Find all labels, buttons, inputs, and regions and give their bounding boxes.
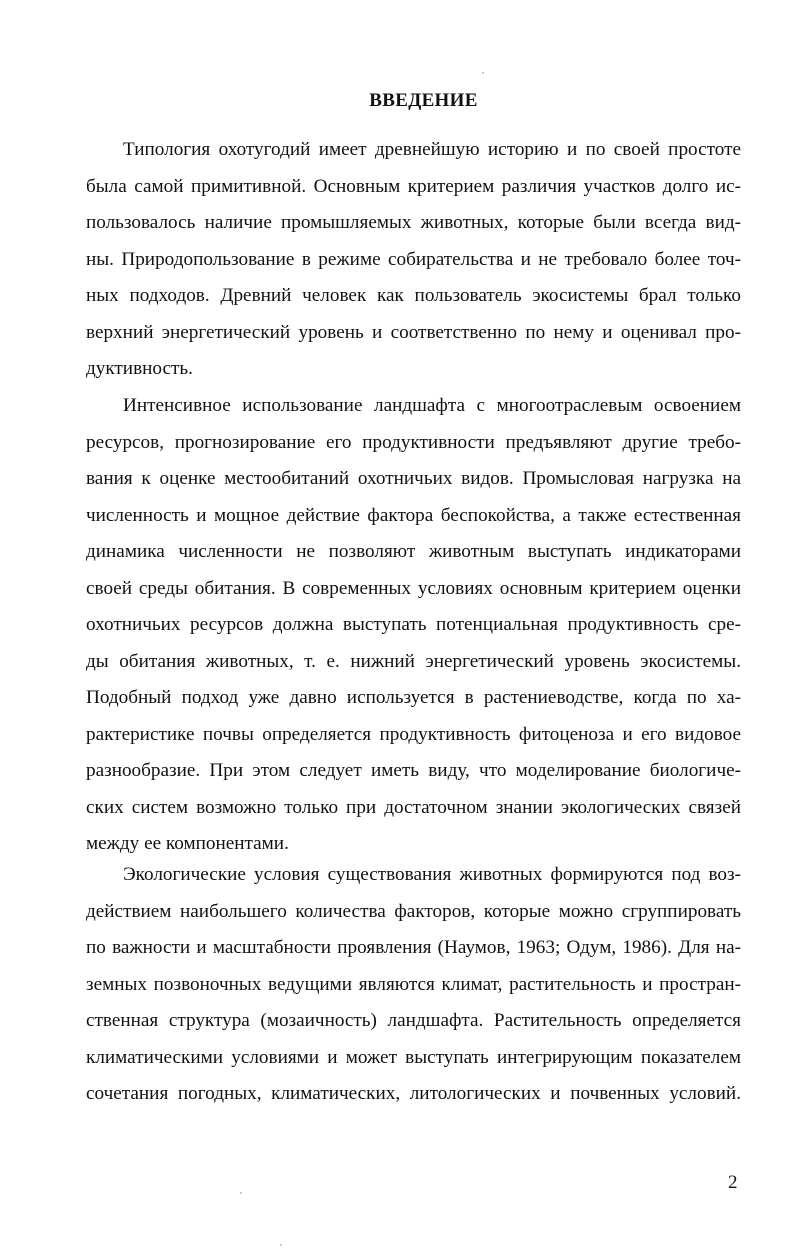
- paragraph-3: [86, 857, 741, 1113]
- text-line: Типология охотугодий имеет древнейшую историю и по своей простоте: [123, 139, 741, 160]
- text-line: сочетания погодных, климатических, литологических и почвенных условий.: [86, 1083, 741, 1104]
- paragraph-1: [86, 132, 741, 388]
- text-line: численность и мощное действие фактора беспокойства, а также естественная: [86, 504, 741, 526]
- text-line: климатическими условиями и может выступать интегрирующим показателем: [86, 1046, 741, 1068]
- text-line: вания к оценке местообитаний охотничьих видов. Промысловая нагрузка на: [86, 468, 741, 489]
- text-line: ских систем возможно только при достаточном знании экологических связей: [86, 796, 741, 818]
- text-line: Интенсивное использование ландшафта с многоотраслевым освоением: [123, 395, 741, 416]
- text-line: по важности и масштабности проявления (Наумов, 1963; Одум, 1986). Для на-: [86, 937, 741, 958]
- text-line: ных подходов. Древний человек как пользователь экосистемы брал только: [86, 285, 741, 306]
- text-line: разнообразие. При этом следует иметь виду, что моделирование биологиче-: [86, 760, 741, 781]
- text-line: земных позвоночных ведущими являются климат, растительность и простран-: [86, 973, 741, 995]
- paragraph-2: [86, 388, 741, 863]
- text-line: дуктивность.: [86, 358, 193, 379]
- text-line: ны. Природопользование в режиме собирательства и не требовало более точ-: [86, 248, 741, 270]
- text-line: ды обитания животных, т. е. нижний энергетический уровень экосистемы.: [86, 650, 741, 672]
- text-line: рактеристике почвы определяется продуктивность фитоценоза и его видовое: [86, 723, 741, 745]
- text-line: действием наибольшего количества факторов, которые можно сгруппировать: [86, 900, 741, 922]
- text-line: динамика численности не позволяют животным выступать индикаторами: [86, 541, 741, 562]
- text-line: пользовалось наличие промышляемых животных, которые были всегда вид-: [86, 212, 741, 233]
- text-line: Подобный подход уже давно используется в растениеводстве, когда по ха-: [86, 687, 741, 708]
- text-line: своей среды обитания. В современных условиях основным критерием оценки: [86, 577, 741, 599]
- text-line: ресурсов, прогнозирование его продуктивности предъявляют другие требо-: [86, 431, 741, 453]
- text-line: ственная структура (мозаичность) ландшафта. Растительность определяется: [86, 1010, 741, 1031]
- scan-speck: [240, 1192, 242, 1194]
- scan-speck: [482, 72, 484, 74]
- text-line: была самой примитивной. Основным критерием различия участков долго ис-: [86, 175, 741, 197]
- text-line: между ее компонентами.: [86, 833, 289, 854]
- page-title: ВВЕДЕНИЕ: [369, 90, 478, 111]
- text-line: охотничьих ресурсов должна выступать потенциальная продуктивность сре-: [86, 614, 741, 635]
- text-line: Экологические условия существования животных формируются под воз-: [123, 864, 741, 885]
- page-number: 2: [728, 1172, 738, 1193]
- scan-speck: [280, 1244, 282, 1246]
- text-line: верхний энергетический уровень и соответственно по нему и оценивал про-: [86, 321, 741, 343]
